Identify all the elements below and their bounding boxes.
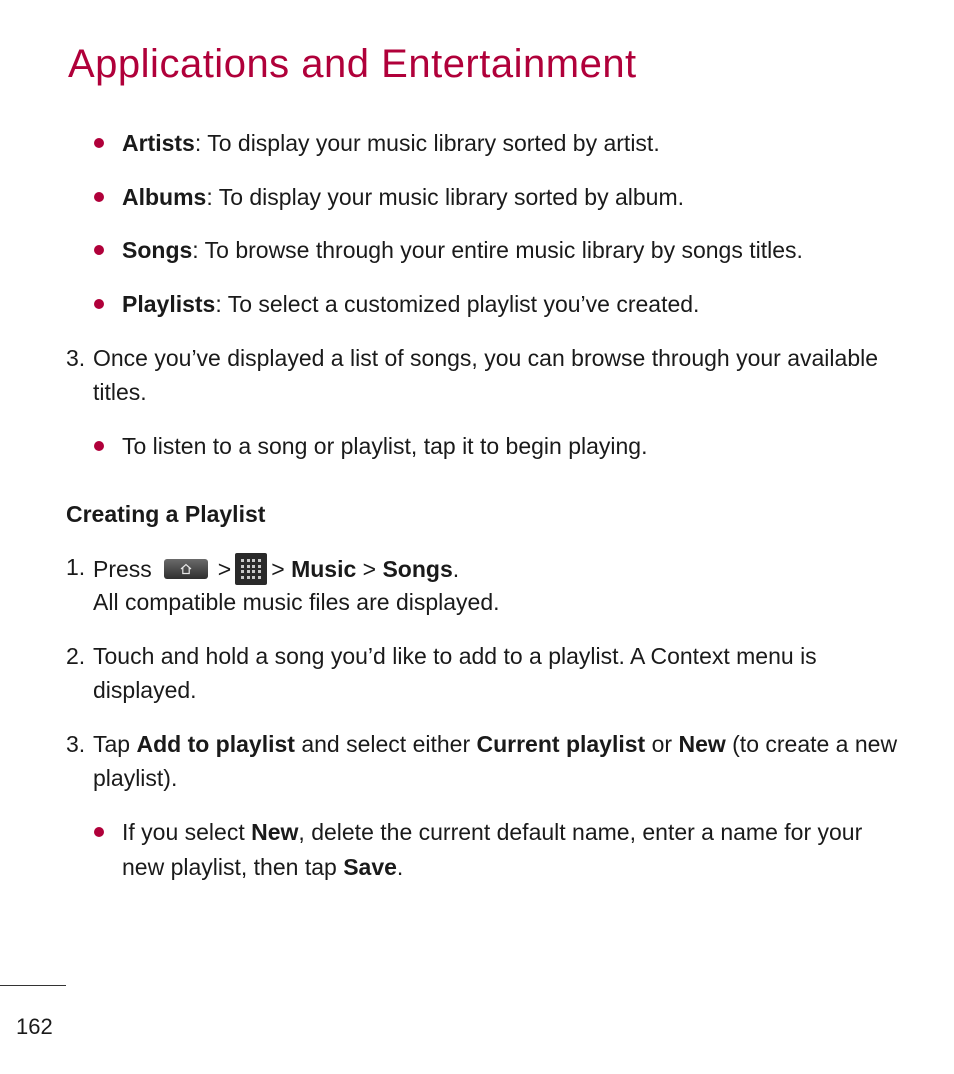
applications-icon: [235, 553, 267, 585]
pre-text: If you select: [122, 819, 245, 845]
rest-text: (to create a new: [732, 731, 898, 757]
tap-text: Tap: [93, 731, 131, 757]
bullet-dot: [94, 192, 104, 202]
bullet-dot: [94, 827, 104, 837]
step-number: 3.: [66, 731, 86, 757]
page-number: 162: [16, 1014, 53, 1039]
step1-line2: All compatible music files are displayed.: [93, 589, 500, 615]
step2-line2: displayed.: [93, 677, 197, 703]
term-add-to-playlist: Add to playlist: [136, 731, 295, 757]
step1-line1: [93, 553, 459, 589]
period: .: [396, 854, 404, 880]
press-text: Press: [93, 556, 152, 583]
bullet-listen: To listen to a song or playlist, tap it to begin playing.: [122, 433, 648, 459]
term-playlists: Playlists: [122, 291, 216, 317]
desc-songs: : To browse through your entire music library by songs titles.: [192, 237, 803, 263]
bullet-new-line1: [122, 818, 862, 846]
term-songs: Songs: [122, 237, 193, 263]
separator: >: [362, 556, 377, 583]
term-artists: Artists: [122, 130, 195, 156]
bullet-dot: [94, 441, 104, 451]
or-text: or: [651, 731, 673, 757]
footer-rule: [0, 985, 66, 986]
term-new: New: [251, 819, 299, 845]
home-key-icon: [164, 559, 208, 579]
mid-text: , delete the current default name, enter a name for your: [298, 819, 863, 845]
term-albums: Albums: [122, 184, 207, 210]
bullet-albums: [122, 183, 684, 211]
bullet-artists: [122, 129, 660, 157]
desc-playlists: : To select a customized playlist you’ve created.: [215, 291, 700, 317]
step3-browse-line1: Once you’ve displayed a list of songs, you can browse through your available: [93, 345, 879, 371]
desc-artists: : To display your music library sorted by artist.: [194, 130, 660, 156]
separator: >: [271, 556, 285, 583]
bullet-playlists: [122, 290, 699, 318]
step3-browse-line2: titles.: [93, 379, 147, 405]
term-save: Save: [343, 854, 397, 880]
mid-text: and select either: [301, 731, 471, 757]
bullet-dot: [94, 138, 104, 148]
period: .: [452, 556, 460, 583]
step-number: 3.: [66, 345, 86, 371]
step3-add-line2: playlist).: [93, 765, 178, 791]
page-title: Applications and Entertainment: [68, 42, 637, 86]
desc-albums: : To display your music library sorted by album.: [206, 184, 684, 210]
bullet-new-line2: [122, 853, 403, 881]
term-new: New: [678, 731, 726, 757]
menu-songs: Songs: [382, 556, 453, 583]
term-current-playlist: Current playlist: [476, 731, 646, 757]
step-number: 1.: [66, 554, 86, 580]
section-heading: Creating a Playlist: [66, 501, 266, 527]
separator: >: [217, 556, 232, 583]
step2-line1: Touch and hold a song you’d like to add to a playlist. A Context menu is: [93, 643, 817, 669]
step3-add-line1: [93, 730, 897, 758]
bullet-dot: [94, 245, 104, 255]
menu-music: Music: [291, 556, 357, 583]
bullet-dot: [94, 299, 104, 309]
step-number: 2.: [66, 643, 86, 669]
line2-text: new playlist, then tap: [122, 854, 337, 880]
bullet-songs: [122, 236, 803, 264]
